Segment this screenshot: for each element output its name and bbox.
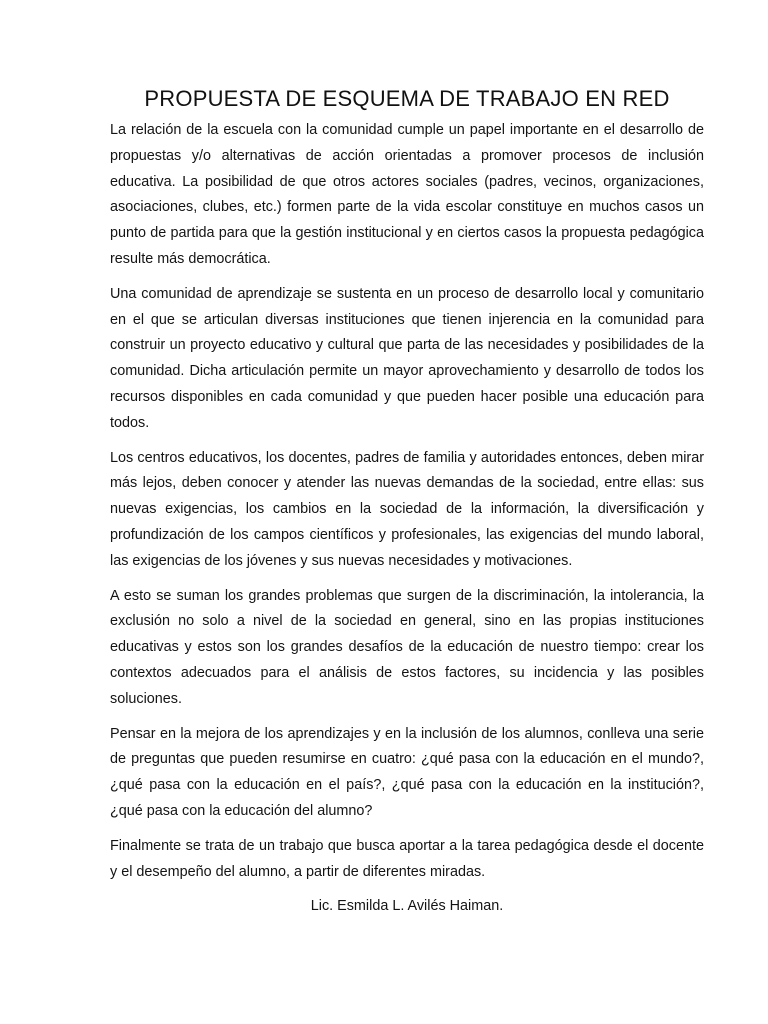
paragraph-conclusion: Finalmente se trata de un trabajo que busca aportar a la tarea pedagógica desde el docente y el desempeño del alumno, a partir de diferentes miradas. xyxy=(110,837,704,880)
paragraph-challenges: A esto se suman los grandes problemas que surgen de la discriminación, la intolerancia, la exclusión no solo a nivel de la sociedad en general, sino en las propias instituciones educativas y estos son los grandes desafíos de la educación de nuestro tiempo: crear los contextos adecuados para el análisis de estos factores, su incidencia y las posibles soluciones. xyxy=(110,587,704,707)
paragraph-school-community: La relación de la escuela con la comunidad cumple un papel importante en el desarrollo de propuestas y/o alternativas de acción orientadas a promover procesos de inclusión educativa. La posibilidad de que otros actores sociales (padres, vecinos, organizaciones, asociaciones, clubes, etc.) formen parte de la vida escolar constituye en muchos casos un punto de partida para que la gestión institucional y en ciertos casos la propuesta pedagógica resulte más democrática. xyxy=(110,122,704,267)
document-title: PROPUESTA DE ESQUEMA DE TRABAJO EN RED xyxy=(144,86,670,111)
author-signature: Lic. Esmilda L. Avilés Haiman. xyxy=(310,898,504,915)
paragraph-questions: Pensar en la mejora de los aprendizajes y en la inclusión de los alumnos, conlleva una serie de preguntas que pueden resumirse en cuatro: ¿qué pasa con la educación en el mundo?, ¿qué pasa con la educación en el país?, ¿qué pasa con la educación en la institución?, ¿qué pasa con la educación del alumno? xyxy=(110,725,704,819)
document-page xyxy=(110,80,704,920)
paragraph-educational-centers: Los centros educativos, los docentes, padres de familia y autoridades entonces, deben mirar más lejos, deben conocer y atender las nuevas demandas de la sociedad, entre ellas: sus nuevas exigencias, los cambios en la sociedad de la información, la diversificación y profundización de los campos científicos y profesionales, las exigencias del mundo laboral, las exigencias de los jóvenes y sus nuevas necesidades y motivaciones. xyxy=(110,449,704,569)
paragraph-learning-community: Una comunidad de aprendizaje se sustenta en un proceso de desarrollo local y comunitario en el que se articulan diversas instituciones que tienen injerencia en la comunidad para construir un proyecto educativo y cultural que parta de las necesidades y posibilidades de la comunidad. Dicha articulación permite un mayor aprovechamiento y desarrollo de todos los recursos disponibles en cada comunidad y que pueden hacer posible una educación para todos. xyxy=(110,285,704,431)
